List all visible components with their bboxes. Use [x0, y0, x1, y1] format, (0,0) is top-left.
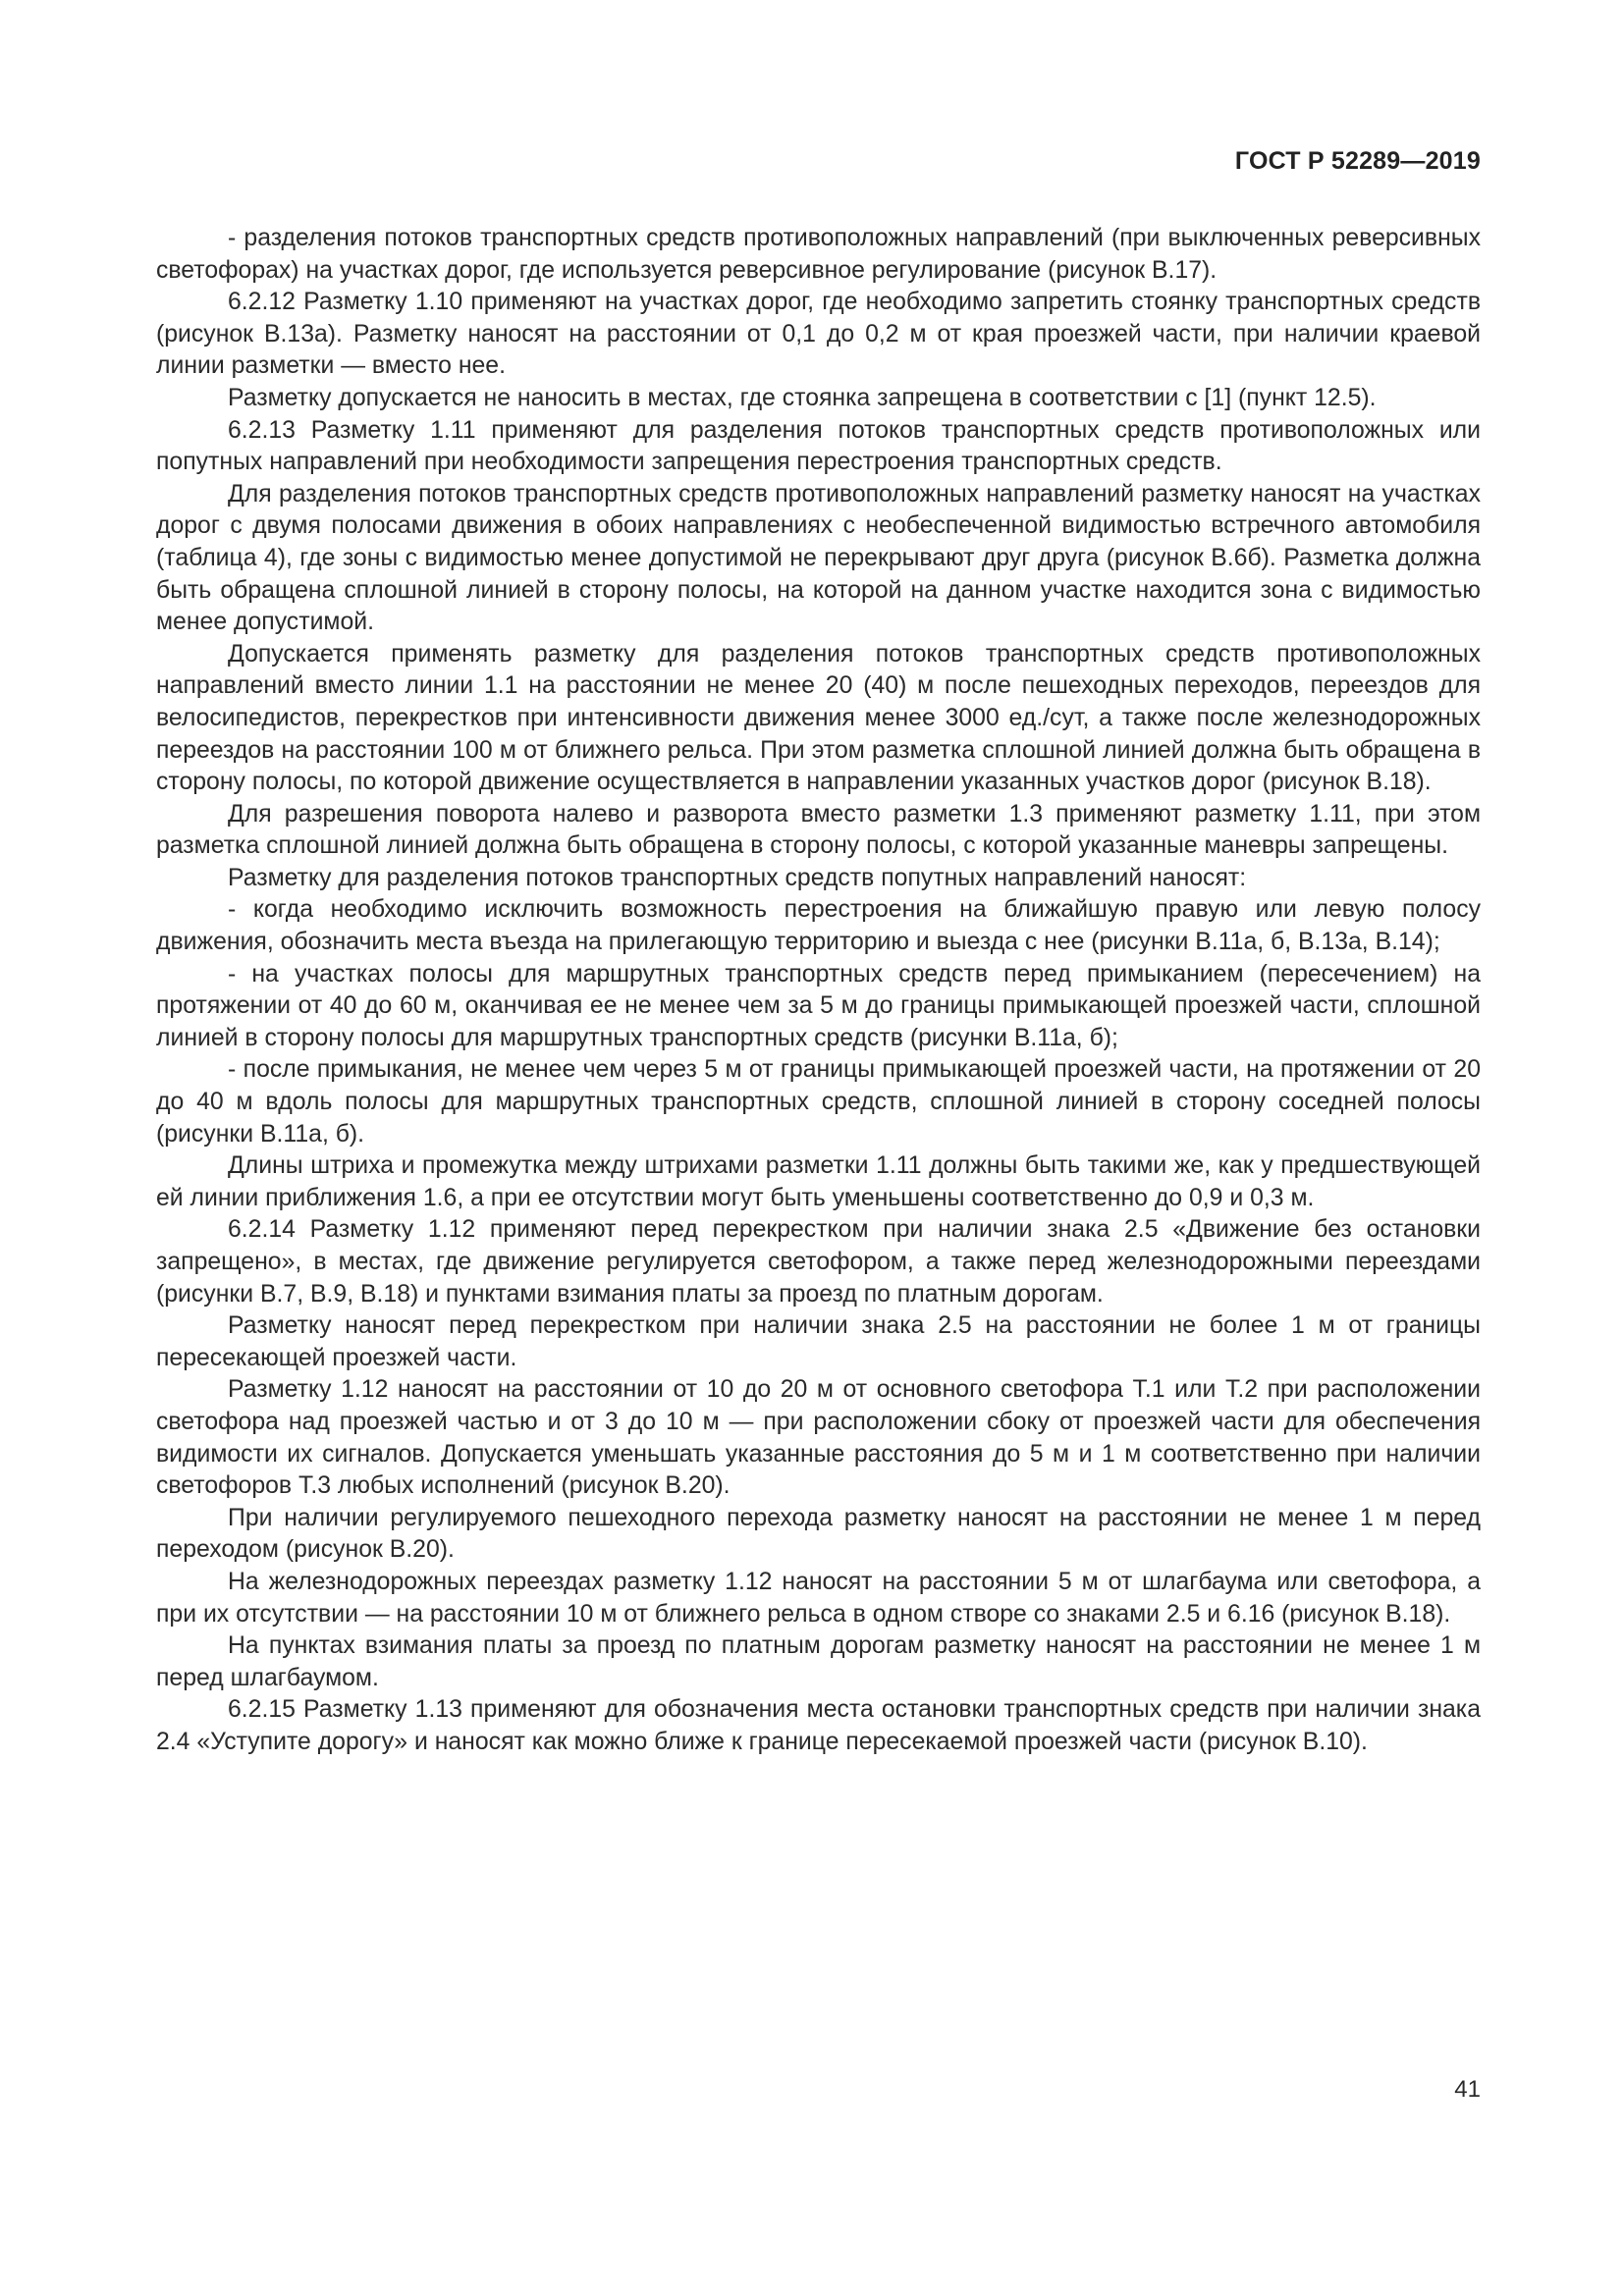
paragraph: Разметку допускается не наносить в местах, где стоянка запрещена в соответствии с [1] (пункт 12.5). — [228, 384, 1377, 411]
paragraph: - на участках полосы для маршрутных транспортных средств перед примыканием (пересечением) на протяжении от 40 до 60 м, оканчивая ее не менее чем за 5 м до границы примыкающей проезжей части, сплошной линией в сторону полосы для маршрутных транспортных средств (рисунки В.11а, б); — [156, 960, 1481, 1051]
paragraph: Разметку наносят перед перекрестком при наличии знака 2.5 на расстоянии не более 1 м от границы пересекающей проезжей части. — [156, 1312, 1481, 1371]
document-body — [156, 223, 1481, 1759]
paragraph: - когда необходимо исключить возможность перестроения на ближайшую правую или левую полосу движения, обозначить места въезда на прилегающую территорию и выезда с нее (рисунки В.11а, б, В.13а, В.14); — [156, 896, 1481, 956]
paragraph: Разметку для разделения потоков транспортных средств попутных направлений наносят: — [228, 864, 1247, 891]
paragraph: Для разрешения поворота налево и разворота вместо разметки 1.3 применяют разметку 1.11, при этом разметка сплошной линией должна быть обращена в сторону полосы, с которой указанные маневры запрещены. — [156, 800, 1481, 860]
page-number: 41 — [1454, 2076, 1481, 2103]
paragraph: Разметку 1.12 наносят на расстоянии от 10 до 20 м от основного светофора Т.1 или Т.2 при расположении светофора над проезжей частью и от 3 до 10 м — при расположении сбоку от проезжей части для обеспечения видимости их сигналов. Допускается уменьшать указанные расстояния до 5 м и 1 м соответственно при наличии светофоров Т.3 любых исполнений (рисунок В.20). — [156, 1376, 1481, 1500]
paragraph: 6.2.15 Разметку 1.13 применяют для обозначения места остановки транспортных средств при наличии знака 2.4 «Уступите дорогу» и наносят как можно ближе к границе пересекаемой проезжей части (рисунок В.10). — [156, 1696, 1481, 1755]
paragraph: На железнодорожных переездах разметку 1.12 наносят на расстоянии 5 м от шлагбаума или светофора, а при их отсутствии — на расстоянии 10 м от ближнего рельса в одном створе со знаками 2.5 и 6.16 (рисунок В.18). — [156, 1568, 1481, 1628]
paragraph: Для разделения потоков транспортных средств противоположных направлений разметку наносят на участках дорог с двумя полосами движения в обоих направлениях с необеспеченной видимостью встречного автомобиля (таблица 4), где зоны с видимостью менее допустимой не перекрывают друг друга (рисунок В.6б). Разметка должна быть обращена сплошной линией в сторону полосы, на которой на данном участке находится зона с видимостью менее допустимой. — [156, 480, 1481, 636]
paragraph: На пунктах взимания платы за проезд по платным дорогам разметку наносят на расстоянии не менее 1 м перед шлагбаумом. — [156, 1632, 1481, 1691]
paragraph: 6.2.14 Разметку 1.12 применяют перед перекрестком при наличии знака 2.5 «Движение без остановки запрещено», в местах, где движение регулируется светофором, а также перед железнодорожными переездами (рисунки В.7, В.9, В.18) и пунктами взимания платы за проезд по платным дорогам. — [156, 1216, 1481, 1308]
paragraph: 6.2.12 Разметку 1.10 применяют на участках дорог, где необходимо запретить стоянку транспортных средств (рисунок В.13а). Разметку наносят на расстоянии от 0,1 до 0,2 м от края проезжей части, при наличии краевой линии разметки — вместо нее. — [156, 289, 1481, 380]
paragraph: - разделения потоков транспортных средств противоположных направлений (при выключенных реверсивных светофорах) на участках дорог, где используется реверсивное регулирование (рисунок В.17). — [156, 225, 1481, 284]
paragraph: Допускается применять разметку для разделения потоков транспортных средств противоположных направлений вместо линии 1.1 на расстоянии не менее 20 (40) м после пешеходных переходов, переездов для велосипедистов, перекрестков при интенсивности движения менее 3000 ед./сут, а также после железнодорожных переездов на расстоянии 100 м от ближнего рельса. При этом разметка сплошной линией должна быть обращена в сторону полосы, по которой движение осуществляется в направлении указанных участков дорог (рисунок В.18). — [156, 640, 1481, 796]
paragraph: При наличии регулируемого пешеходного перехода разметку наносят на расстоянии не менее 1 м перед переходом (рисунок В.20). — [156, 1504, 1481, 1564]
paragraph: 6.2.13 Разметку 1.11 применяют для разделения потоков транспортных средств противоположных или попутных направлений при необходимости запрещения перестроения транспортных средств. — [156, 416, 1481, 476]
paragraph: - после примыкания, не менее чем через 5 м от границы примыкающей проезжей части, на протяжении от 20 до 40 м вдоль полосы для маршрутных транспортных средств, сплошной линией в сторону соседней полосы (рисунки В.11а, б). — [156, 1056, 1481, 1148]
document-header-standard: ГОСТ Р 52289—2019 — [1234, 147, 1481, 175]
paragraph: Длины штриха и промежутка между штрихами разметки 1.11 должны быть такими же, как у предшествующей ей линии приближения 1.6, а при ее отсутствии могут быть уменьшены соответственно до 0,9 и 0,3 м. — [156, 1152, 1481, 1211]
